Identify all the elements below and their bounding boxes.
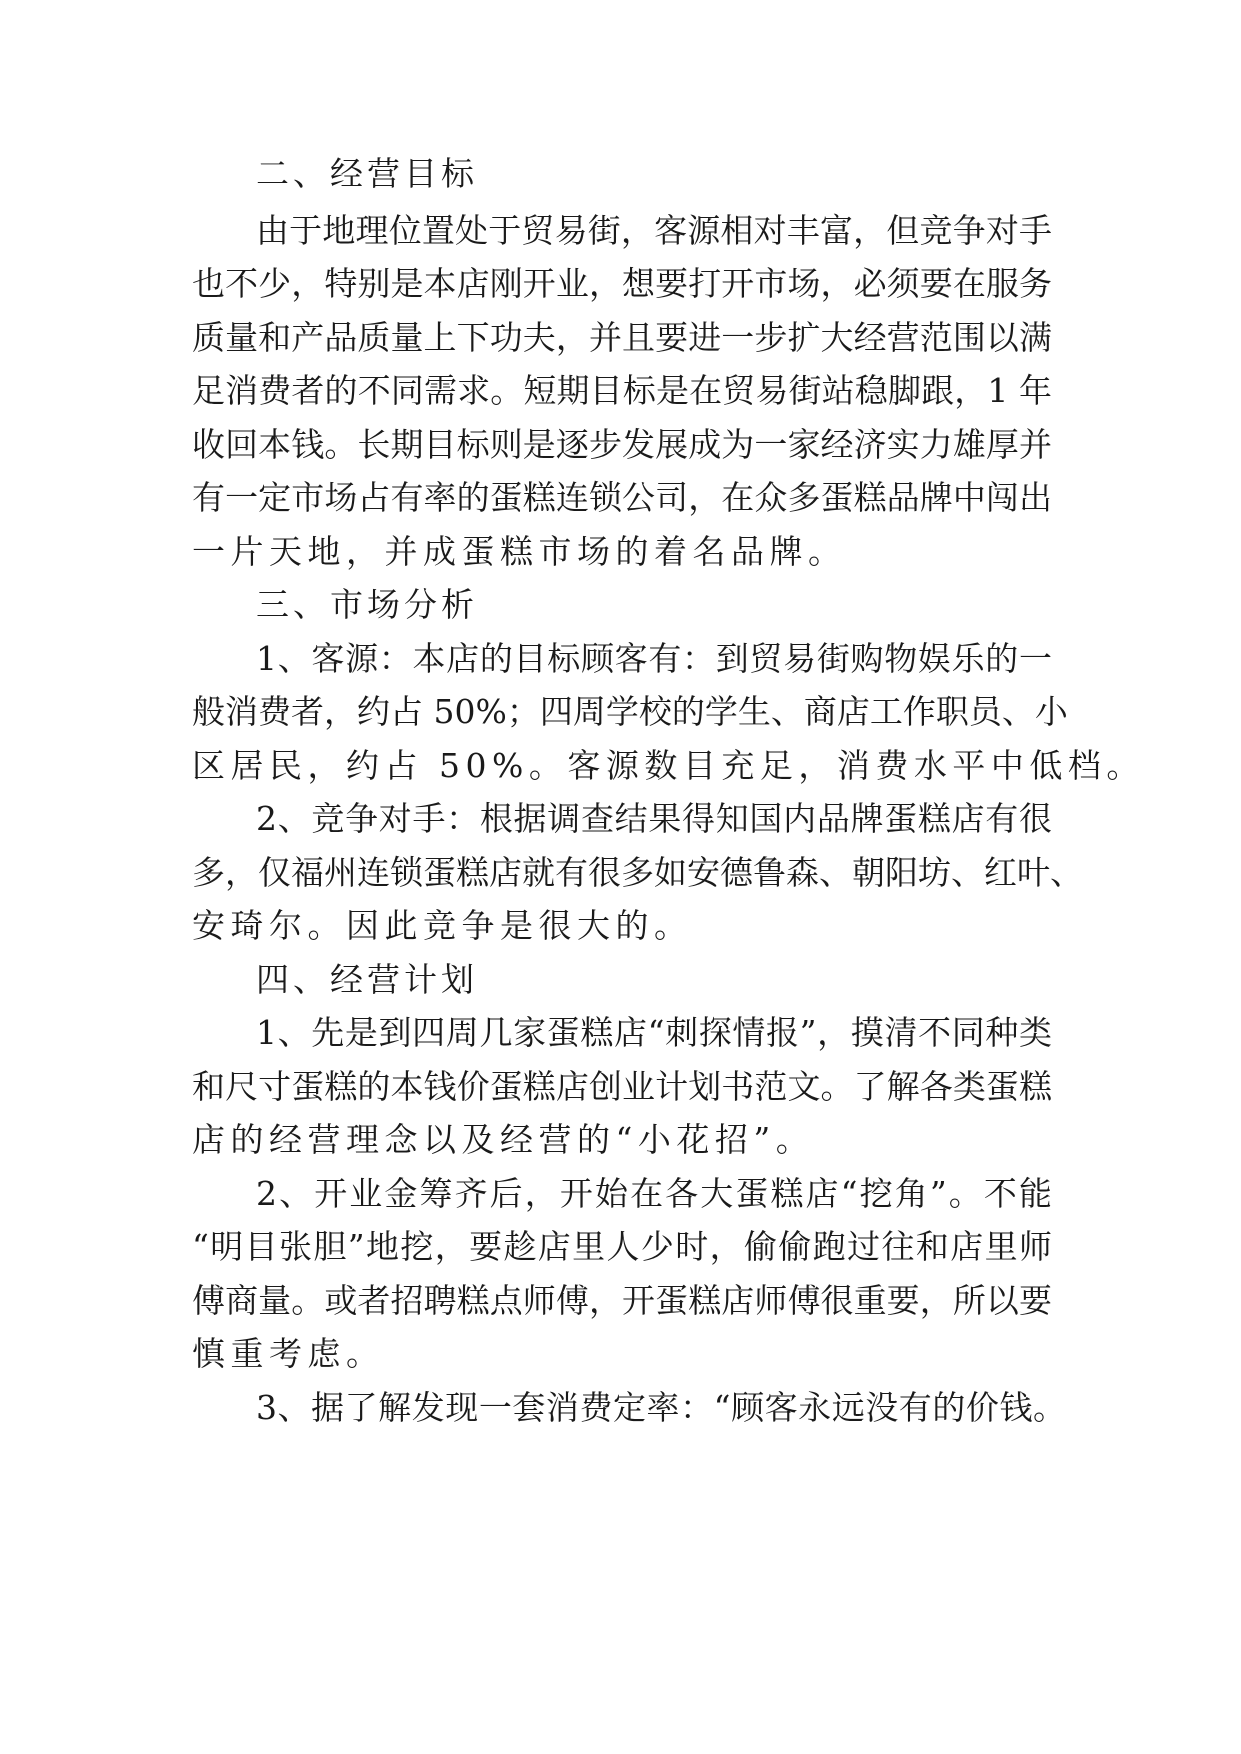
paragraph-line: 也不少，特别是本店刚开业，想要打开市场，必须要在服务 — [192, 264, 1052, 303]
paragraph-line: 和尺寸蛋糕的本钱价蛋糕店创业计划书范文。了解各类蛋糕 — [192, 1067, 1052, 1106]
paragraph-line: 质量和产品质量上下功夫，并且要进一步扩大经营范围以满 — [192, 318, 1052, 357]
paragraph-line: 般消费者，约占 50%；四周学校的学生、商店工作职员、小 — [192, 692, 1068, 731]
section-heading-market-analysis: 三、市场分析 — [256, 585, 478, 624]
paragraph-line: 安琦尔。因此竞争是很大的。 — [192, 906, 693, 945]
paragraph-line: 3、据了解发现一套消费定率：“顾客永远没有的价钱。 — [256, 1388, 1066, 1427]
paragraph-line: 傅商量。或者招聘糕点师傅，开蛋糕店师傅很重要，所以要 — [192, 1281, 1052, 1320]
paragraph-line: 有一定市场占有率的蛋糕连锁公司，在众多蛋糕品牌中闯出 — [192, 478, 1052, 517]
paragraph-line: 1、客源：本店的目标顾客有：到贸易街购物娱乐的一 — [256, 639, 1052, 678]
paragraph-line: 由于地理位置处于贸易街，客源相对丰富，但竞争对手 — [256, 211, 1052, 250]
paragraph-line: 足消费者的不同需求。短期目标是在贸易街站稳脚跟，1 年 — [192, 371, 1052, 410]
section-heading-business-goals: 二、经营目标 — [256, 154, 478, 193]
paragraph-line: 一片天地，并成蛋糕市场的着名品牌。 — [192, 532, 847, 571]
section-heading-business-plan: 四、经营计划 — [256, 960, 478, 999]
paragraph-line: 2、竞争对手：根据调查结果得知国内品牌蛋糕店有很 — [256, 799, 1052, 838]
paragraph-line: 店的经营理念以及经营的“小花招”。 — [192, 1120, 815, 1159]
paragraph-line: “明目张胆”地挖，要趁店里人少时，偷偷跑过往和店里师 — [192, 1227, 1052, 1266]
paragraph-line: 区居民，约占 50%。客源数目充足，消费水平中低档。 — [192, 746, 1145, 785]
paragraph-line: 多，仅福州连锁蛋糕店就有很多如安德鲁森、朝阳坊、红叶、 — [192, 853, 1083, 892]
paragraph-line: 2、开业金筹齐后，开始在各大蛋糕店“挖角”。不能 — [256, 1174, 1052, 1213]
paragraph-line: 慎重考虑。 — [192, 1334, 385, 1373]
paragraph-line: 1、先是到四周几家蛋糕店“刺探情报”，摸清不同种类 — [256, 1013, 1052, 1052]
paragraph-line: 收回本钱。长期目标则是逐步发展成为一家经济实力雄厚并 — [192, 425, 1052, 464]
